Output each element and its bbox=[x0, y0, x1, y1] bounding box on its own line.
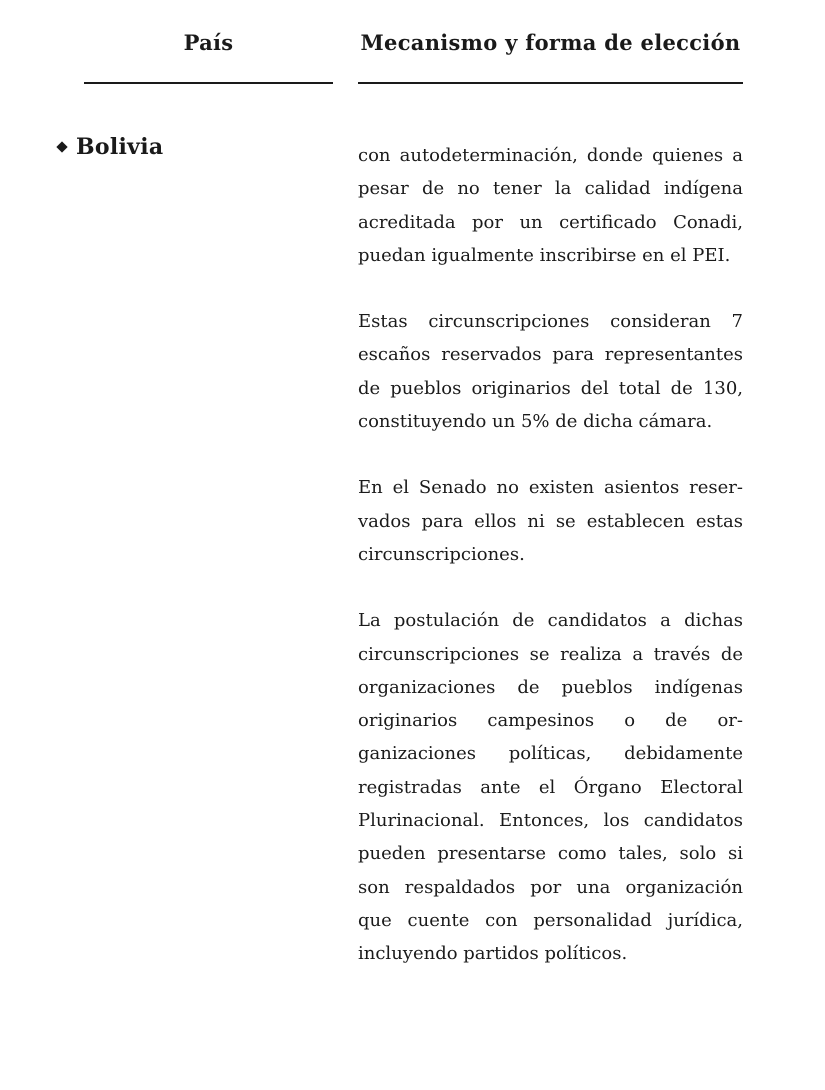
column-header-mecanismo: Mecanismo y forma de elección bbox=[360, 30, 741, 55]
country-entry bbox=[58, 134, 163, 160]
mechanism-paragraph: En el Senado no existen asientos reservados para ellos ni se establecen estas circunscripciones. bbox=[358, 477, 743, 565]
mechanism-text bbox=[358, 139, 743, 1004]
country-name: Bolivia bbox=[76, 134, 164, 160]
header-rule-mecanismo bbox=[358, 82, 743, 84]
column-header-pais: País bbox=[183, 30, 234, 55]
mechanism-paragraph: Estas circunscripciones consideran 7 escaños reservados para representantes de pueblos originarios del total de 130, constituyendo un 5% de dicha cámara. bbox=[358, 311, 743, 433]
header-rule-pais bbox=[84, 82, 333, 84]
diamond-bullet-icon bbox=[56, 141, 67, 152]
mechanism-paragraph: La postulación de candidatos a dichas circunscripciones se realiza a través de organizaciones de pueblos indígenas originarios campesinos o de organizaciones políticas, debidamente registradas ante el Órgano Electoral Plurinacional. Entonces, los candidatos pueden presentarse como tales, solo si son respaldados por una organización que cuente con personalidad jurídica, incluyendo partidos políticos. bbox=[358, 610, 743, 965]
mechanism-paragraph: con autodeterminación, donde quienes a pesar de no tener la calidad indígena acreditada por un certificado Conadi, puedan igualmente inscribirse en el PEI. bbox=[358, 145, 743, 266]
